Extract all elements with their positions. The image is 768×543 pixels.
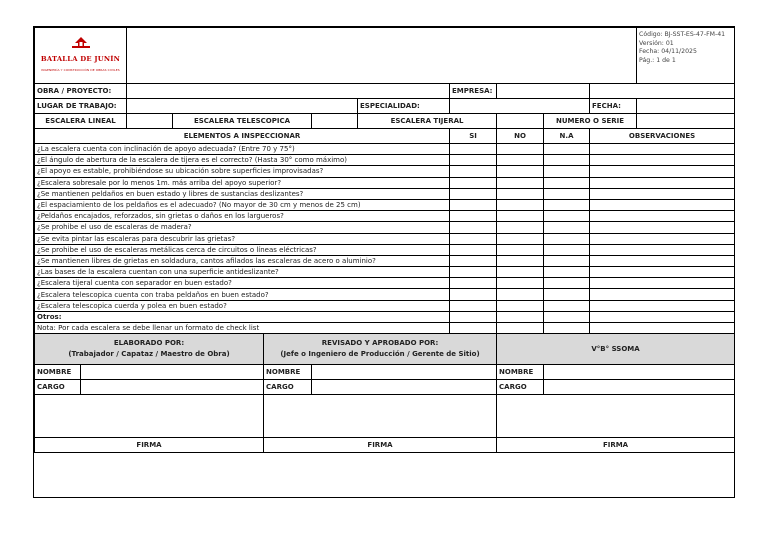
si-cell[interactable] bbox=[450, 222, 497, 233]
no-cell[interactable] bbox=[497, 244, 544, 255]
nota-obs bbox=[590, 323, 735, 334]
nombre-label-2: NOMBRE bbox=[264, 365, 312, 380]
inspection-item: ¿Se prohibe el uso de escaleras metálicas cerca de circuitos o líneas eléctricas? bbox=[35, 244, 450, 255]
company-logo bbox=[35, 28, 127, 84]
observation-cell[interactable] bbox=[590, 267, 735, 278]
nota-no bbox=[497, 323, 544, 334]
especialidad-label: ESPECIALIDAD: bbox=[358, 99, 450, 114]
inspection-item: ¿El ángulo de abertura de la escalera de tijera es el correcto? (Hasta 30° como máximo) bbox=[35, 155, 450, 166]
na-cell[interactable] bbox=[544, 267, 590, 278]
table-row bbox=[35, 244, 735, 255]
col-obs: OBSERVACIONES bbox=[590, 129, 735, 144]
si-cell[interactable] bbox=[450, 177, 497, 188]
signature-header-row bbox=[35, 334, 735, 365]
si-cell[interactable] bbox=[450, 267, 497, 278]
vobo-header: V°B° SSOMA bbox=[497, 334, 735, 365]
obra-field[interactable] bbox=[127, 84, 450, 99]
observation-cell[interactable] bbox=[590, 278, 735, 289]
no-cell[interactable] bbox=[497, 278, 544, 289]
na-cell[interactable] bbox=[544, 211, 590, 222]
inspection-item: ¿El espaciamiento de los peldaños es el adecuado? (No mayor de 30 cm y menos de 25 cm) bbox=[35, 199, 450, 210]
type-lineal: ESCALERA LINEAL bbox=[35, 114, 127, 129]
na-cell[interactable] bbox=[544, 188, 590, 199]
table-row bbox=[35, 166, 735, 177]
observation-cell[interactable] bbox=[590, 188, 735, 199]
type-telescopica: ESCALERA TELESCOPICA bbox=[173, 114, 312, 129]
no-cell[interactable] bbox=[497, 188, 544, 199]
observation-cell[interactable] bbox=[590, 199, 735, 210]
table-row bbox=[35, 278, 735, 289]
type-row bbox=[35, 114, 735, 129]
inspection-item: ¿Escalera tijeral cuenta con separador en buen estado? bbox=[35, 278, 450, 289]
doc-version: Versión: 01 bbox=[639, 39, 674, 47]
otros-row bbox=[35, 311, 735, 322]
obra-row bbox=[35, 84, 735, 99]
revisado-header bbox=[264, 334, 497, 365]
si-cell[interactable] bbox=[450, 233, 497, 244]
signature-box-1[interactable] bbox=[35, 395, 264, 438]
si-cell[interactable] bbox=[450, 278, 497, 289]
inspection-item: ¿Se mantienen libres de grietas en soldadura, cantos afilados las escaleras de acero o aluminio? bbox=[35, 255, 450, 266]
checklist-form bbox=[33, 26, 735, 498]
no-cell[interactable] bbox=[497, 233, 544, 244]
table-row bbox=[35, 144, 735, 155]
observation-cell[interactable] bbox=[590, 155, 735, 166]
nombre-row bbox=[35, 365, 735, 380]
nombre-field-3[interactable] bbox=[544, 365, 735, 380]
elaborado-title: ELABORADO POR: bbox=[113, 339, 185, 348]
observation-cell[interactable] bbox=[590, 166, 735, 177]
lugar-field[interactable] bbox=[127, 99, 358, 114]
table-row bbox=[35, 267, 735, 278]
nombre-field-1[interactable] bbox=[81, 365, 264, 380]
inspection-item: ¿La escalera cuenta con inclinación de apoyo adecuada? (Entre 70 y 75°) bbox=[35, 144, 450, 155]
form-table bbox=[34, 27, 735, 453]
no-cell[interactable] bbox=[497, 199, 544, 210]
cargo-label-3: CARGO bbox=[497, 380, 544, 395]
si-cell[interactable] bbox=[450, 211, 497, 222]
na-cell[interactable] bbox=[544, 222, 590, 233]
nombre-label-3: NOMBRE bbox=[497, 365, 544, 380]
no-cell[interactable] bbox=[497, 211, 544, 222]
no-cell[interactable] bbox=[497, 267, 544, 278]
lugar-label: LUGAR DE TRABAJO: bbox=[35, 99, 127, 114]
inspection-item: ¿Se mantienen peldaños en buen estado y libres de sustancias deslizantes? bbox=[35, 188, 450, 199]
revisado-title: REVISADO Y APROBADO POR: bbox=[321, 339, 439, 348]
fecha-label: FECHA: bbox=[590, 99, 637, 114]
nombre-label-1: NOMBRE bbox=[35, 365, 81, 380]
cargo-label-1: CARGO bbox=[35, 380, 81, 395]
table-row bbox=[35, 211, 735, 222]
table-row bbox=[35, 222, 735, 233]
empresa-field-2[interactable] bbox=[590, 84, 735, 99]
cargo-field-3[interactable] bbox=[544, 380, 735, 395]
na-cell[interactable] bbox=[544, 155, 590, 166]
na-cell[interactable] bbox=[544, 300, 590, 311]
firma-label-1: FIRMA bbox=[35, 438, 264, 453]
si-cell[interactable] bbox=[450, 199, 497, 210]
nota-si bbox=[450, 323, 497, 334]
elaborado-header bbox=[35, 334, 264, 365]
observation-cell[interactable] bbox=[590, 255, 735, 266]
si-cell[interactable] bbox=[450, 300, 497, 311]
firma-row bbox=[35, 438, 735, 453]
na-cell[interactable] bbox=[544, 289, 590, 300]
observation-cell[interactable] bbox=[590, 289, 735, 300]
inspection-item: ¿Escalera telescopica cuenta con traba peldaños en buen estado? bbox=[35, 289, 450, 300]
col-si: SI bbox=[450, 129, 497, 144]
firma-label-3: FIRMA bbox=[497, 438, 735, 453]
si-cell[interactable] bbox=[450, 244, 497, 255]
cargo-field-2[interactable] bbox=[312, 380, 497, 395]
no-cell[interactable] bbox=[497, 155, 544, 166]
type-tijeral-check[interactable] bbox=[497, 114, 544, 129]
nombre-field-2[interactable] bbox=[312, 365, 497, 380]
observation-cell[interactable] bbox=[590, 233, 735, 244]
inspection-item: ¿Peldaños encajados, reforzados, sin grietas o daños en los largueros? bbox=[35, 211, 450, 222]
na-cell[interactable] bbox=[544, 278, 590, 289]
inspection-item: ¿Se evita pintar las escaleras para descubrir las grietas? bbox=[35, 233, 450, 244]
si-cell[interactable] bbox=[450, 144, 497, 155]
observation-cell[interactable] bbox=[590, 177, 735, 188]
observation-cell[interactable] bbox=[590, 300, 735, 311]
serie-label: NUMERO O SERIE bbox=[544, 114, 637, 129]
table-row bbox=[35, 177, 735, 188]
doc-date: Fecha: 04/11/2025 bbox=[639, 48, 697, 55]
elaborado-sub: (Trabajador / Capataz / Maestro de Obra) bbox=[68, 350, 230, 359]
na-cell[interactable] bbox=[544, 177, 590, 188]
no-cell[interactable] bbox=[497, 300, 544, 311]
observation-cell[interactable] bbox=[590, 222, 735, 233]
column-header-row bbox=[35, 129, 735, 144]
na-cell[interactable] bbox=[544, 244, 590, 255]
si-cell[interactable] bbox=[450, 188, 497, 199]
cargo-row bbox=[35, 380, 735, 395]
inspection-item: ¿El apoyo es estable, prohibiéndose su ubicación sobre superficies improvisadas? bbox=[35, 166, 450, 177]
na-cell[interactable] bbox=[544, 199, 590, 210]
observation-cell[interactable] bbox=[590, 144, 735, 155]
observation-cell[interactable] bbox=[590, 244, 735, 255]
inspection-item: ¿Se prohibe el uso de escaleras de madera? bbox=[35, 222, 450, 233]
company-tagline: INGENIERÍA Y CONSTRUCCIÓN DE OBRAS CIVILES bbox=[41, 68, 120, 72]
obra-label: OBRA / PROYECTO: bbox=[35, 84, 127, 99]
no-cell[interactable] bbox=[497, 289, 544, 300]
type-lineal-check[interactable] bbox=[127, 114, 173, 129]
table-row bbox=[35, 300, 735, 311]
nota-row bbox=[35, 323, 735, 334]
na-cell[interactable] bbox=[544, 166, 590, 177]
nota-na bbox=[544, 323, 590, 334]
nota-text: Nota: Por cada escalera se debe llenar un formato de check list bbox=[35, 323, 450, 334]
table-row bbox=[35, 255, 735, 266]
table-row bbox=[35, 155, 735, 166]
serie-field[interactable] bbox=[637, 114, 735, 129]
revisado-sub: (Jefe o Ingeniero de Producción / Gerente de Sitio) bbox=[280, 350, 480, 359]
no-cell[interactable] bbox=[497, 222, 544, 233]
castle-icon bbox=[70, 36, 92, 51]
items-list bbox=[35, 144, 735, 312]
table-row bbox=[35, 233, 735, 244]
cargo-label-2: CARGO bbox=[264, 380, 312, 395]
otros-na[interactable] bbox=[544, 311, 590, 322]
no-cell[interactable] bbox=[497, 144, 544, 155]
empresa-label: EMPRESA: bbox=[450, 84, 497, 99]
col-no: NO bbox=[497, 129, 544, 144]
doc-page: Pág.: 1 de 1 bbox=[639, 56, 676, 64]
company-name: BATALLA DE JUNÍN bbox=[40, 55, 121, 63]
table-row bbox=[35, 188, 735, 199]
na-cell[interactable] bbox=[544, 144, 590, 155]
otros-si[interactable] bbox=[450, 311, 497, 322]
otros-label: Otros: bbox=[35, 311, 450, 322]
firma-label-2: FIRMA bbox=[264, 438, 497, 453]
col-na: N.A bbox=[544, 129, 590, 144]
lugar-row bbox=[35, 99, 735, 114]
na-cell[interactable] bbox=[544, 255, 590, 266]
si-cell[interactable] bbox=[450, 166, 497, 177]
otros-obs[interactable] bbox=[590, 311, 735, 322]
inspection-item: ¿Escalera sobresale por lo menos 1m. más arriba del apoyo superior? bbox=[35, 177, 450, 188]
header-title-area bbox=[127, 28, 637, 84]
inspection-item: ¿Las bases de la escalera cuentan con una superficie antideslizante? bbox=[35, 267, 450, 278]
no-cell[interactable] bbox=[497, 166, 544, 177]
empresa-field[interactable] bbox=[497, 84, 590, 99]
type-telescopica-check[interactable] bbox=[312, 114, 358, 129]
na-cell[interactable] bbox=[544, 233, 590, 244]
otros-no[interactable] bbox=[497, 311, 544, 322]
col-elementos: ELEMENTOS A INSPECCIONAR bbox=[35, 129, 450, 144]
cargo-field-1[interactable] bbox=[81, 380, 264, 395]
table-row bbox=[35, 289, 735, 300]
document-code-block bbox=[637, 28, 735, 84]
no-cell[interactable] bbox=[497, 255, 544, 266]
observation-cell[interactable] bbox=[590, 211, 735, 222]
si-cell[interactable] bbox=[450, 255, 497, 266]
signature-box-2[interactable] bbox=[264, 395, 497, 438]
signature-box-3[interactable] bbox=[497, 395, 735, 438]
type-tijeral: ESCALERA TIJERAL bbox=[358, 114, 497, 129]
signature-space-row bbox=[35, 395, 735, 438]
especialidad-field[interactable] bbox=[450, 99, 590, 114]
si-cell[interactable] bbox=[450, 289, 497, 300]
doc-code: Código: BJ-SST-ES-47-FM-41 bbox=[639, 31, 726, 38]
si-cell[interactable] bbox=[450, 155, 497, 166]
fecha-field[interactable] bbox=[637, 99, 735, 114]
header-row bbox=[35, 28, 735, 84]
table-row bbox=[35, 199, 735, 210]
no-cell[interactable] bbox=[497, 177, 544, 188]
inspection-item: ¿Escalera telescopica cuerda y polea en buen estado? bbox=[35, 300, 450, 311]
